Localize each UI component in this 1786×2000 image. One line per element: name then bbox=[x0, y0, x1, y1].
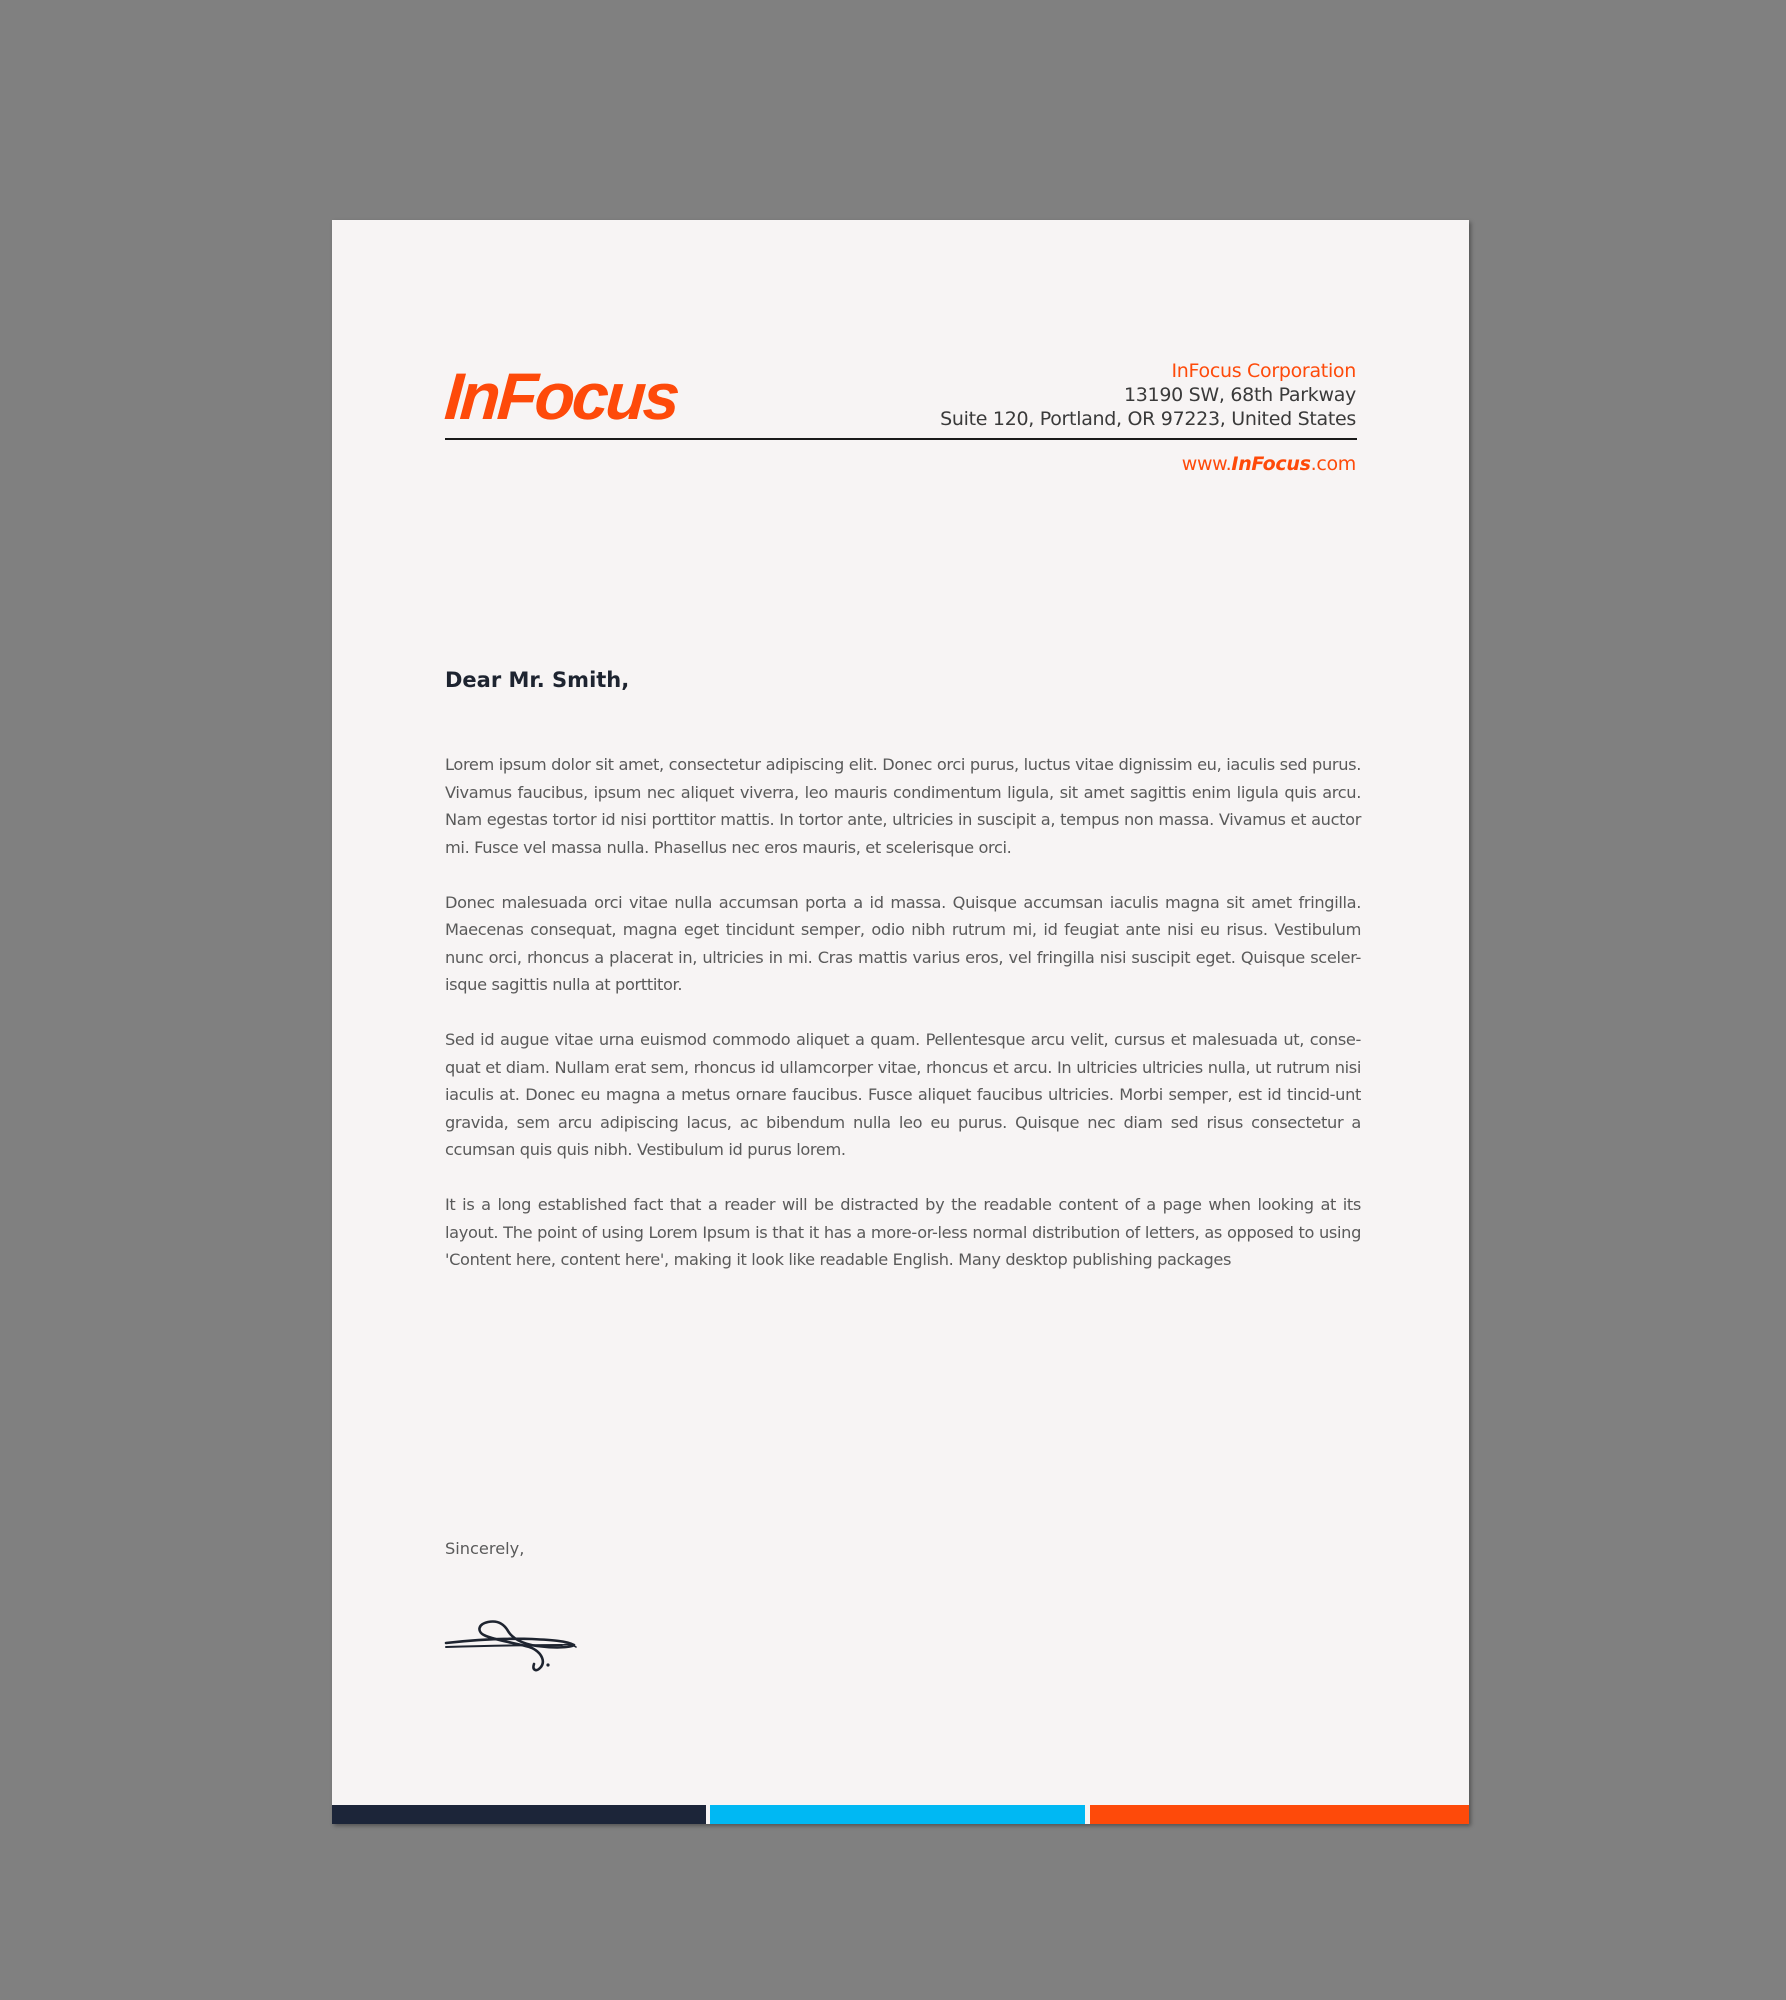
address-line-2: Suite 120, Portland, OR 97223, United States bbox=[940, 408, 1356, 430]
letter-body bbox=[445, 751, 1361, 1301]
web-brand: InFocus bbox=[1231, 453, 1311, 475]
salutation: Dear Mr. Smith, bbox=[445, 668, 630, 692]
web-suffix: .com bbox=[1310, 453, 1356, 475]
paragraph-2: Donec malesuada orci vitae nulla accumsan porta a id massa. Quisque accumsan iaculis magna sit amet fringilla. Maecenas consequat, magna eget tincidunt semper, odio nibh rutrum mi, id feugiat ante nisi eu risus. Vestibulum nunc orci, rhoncus a placerat in, ultricies in mi. Cras mattis varius eros, vel fringilla nisi suscipit eget. Quisque sceler-isque sagittis nulla at porttitor. bbox=[445, 892, 1361, 994]
paragraph-1: Lorem ipsum dolor sit amet, consectetur adipiscing elit. Donec orci purus, luctus vitae dignissim eu, iaculis sed purus. Vivamus faucibus, ipsum nec aliquet viverra, leo mauris condimentum ligula, sit amet sagittis enim ligula quis arcu. Nam egestas tortor id nisi porttitor mattis. In tortor ante, ultricies in suscipit a, tempus non massa. Vivamus et auctor mi. Fusce vel massa nulla. Phasellus nec eros mauris, et scelerisque orci. bbox=[445, 755, 1361, 857]
website-address bbox=[1182, 452, 1356, 476]
closing: Sincerely, bbox=[445, 1539, 525, 1558]
infocus-logo: InFocus bbox=[442, 359, 680, 433]
company-name: InFocus Corporation bbox=[1171, 360, 1356, 382]
footer-stripe-navy bbox=[332, 1805, 706, 1824]
letterhead-page bbox=[332, 220, 1469, 1824]
web-prefix: www. bbox=[1181, 453, 1232, 475]
address-line-1: 13190 SW, 68th Parkway bbox=[1123, 384, 1356, 406]
paragraph-4: It is a long established fact that a reader will be distracted by the readable content of a page when looking at its layout. The point of using Lorem Ipsum is that it has a more-or-less normal distribution of letters, as opposed to using 'Content here, content here', making it look like readable English. Many desktop publishing packages bbox=[445, 1195, 1361, 1269]
signature-image bbox=[442, 1598, 602, 1682]
footer-stripe-orange bbox=[1090, 1805, 1469, 1824]
contact-block bbox=[940, 359, 1356, 431]
header-divider bbox=[445, 438, 1357, 440]
footer-stripe-blue bbox=[710, 1805, 1085, 1824]
paragraph-3: Sed id augue vitae urna euismod commodo aliquet a quam. Pellentesque arcu velit, cursus et malesuada ut, conse-quat et diam. Nullam erat sem, rhoncus id ullamcorper vitae, rhoncus et arcu. In ultricies ultricies nulla, ut rutrum nisi iaculis at. Donec eu magna a metus ornare faucibus. Fusce aliquet faucibus ultricies. Morbi semper, est id tincid-unt gravida, sem arcu adipiscing lacus, ac bibendum nulla leo eu purus. Quisque nec diam sed risus consectetur a ccumsan quis quis nibh. Vestibulum id purus lorem. bbox=[445, 1030, 1361, 1159]
